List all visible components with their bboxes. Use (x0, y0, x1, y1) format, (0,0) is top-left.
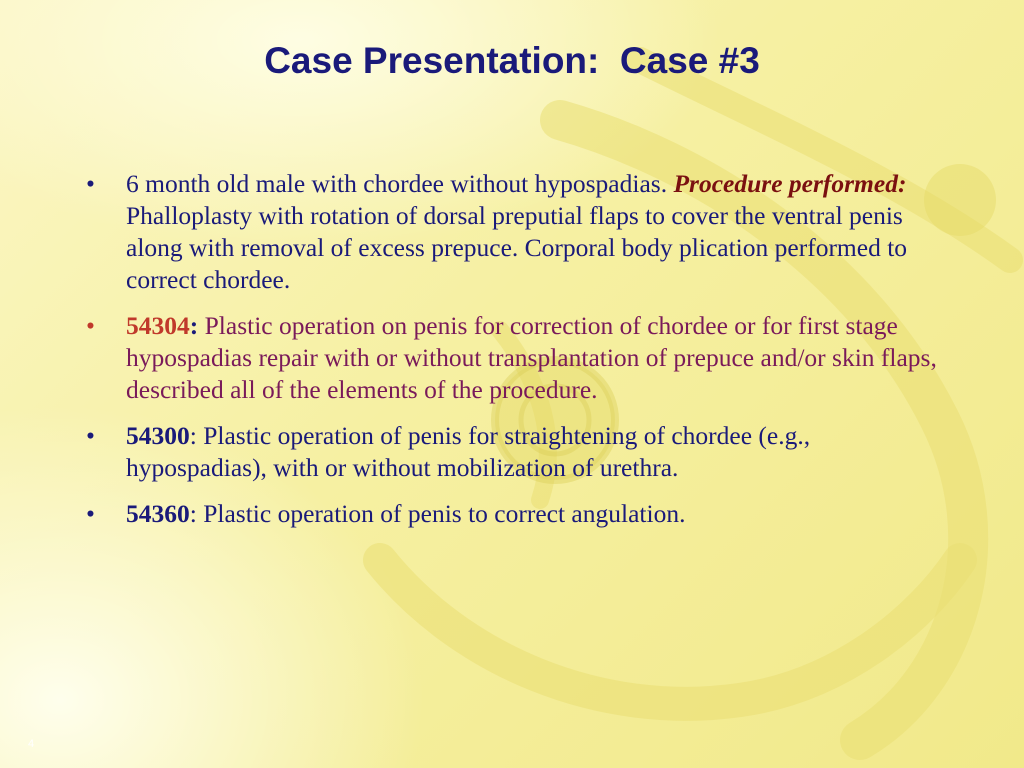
bullet-list (86, 168, 946, 544)
bullet-marker: • (86, 421, 95, 450)
bullet-marker: • (86, 169, 95, 198)
page-number: 4 (28, 738, 35, 750)
case-description-text: 6 month old male with chordee without hypospadias. (126, 169, 674, 198)
code-description: Plastic operation of penis to correct angulation. (196, 499, 686, 528)
bullet-code-54360 (86, 498, 946, 530)
bullet-code-54300 (86, 420, 946, 484)
bullet-case-description (86, 168, 946, 296)
code-description: Plastic operation of penis for straightening of chordee (e.g., hypospadias), with or without mobilization of urethra. (126, 421, 811, 482)
code-separator: : (189, 499, 197, 528)
bullet-marker: • (86, 311, 95, 340)
cpt-code: 54304 (126, 311, 190, 340)
cpt-code: 54360 (126, 499, 190, 528)
procedure-description-text: Phalloplasty with rotation of dorsal preputial flaps to cover the ventral penis along with removal of excess prepuce. Corporal body plication performed to correct chordee. (126, 201, 908, 294)
cpt-code: 54300 (126, 421, 190, 450)
code-description: Plastic operation on penis for correction of chordee or for first stage hypospadias repair with or without transplantation of prepuce and/or skin flaps, described all of the elements of the procedure. (126, 311, 937, 404)
bullet-code-54304 (86, 310, 946, 406)
bullet-marker: • (86, 499, 95, 528)
code-separator: : (189, 311, 199, 340)
code-separator: : (189, 421, 197, 450)
procedure-performed-label: Procedure performed: (673, 169, 907, 198)
slide-title: Case Presentation: Case #3 (264, 40, 760, 81)
